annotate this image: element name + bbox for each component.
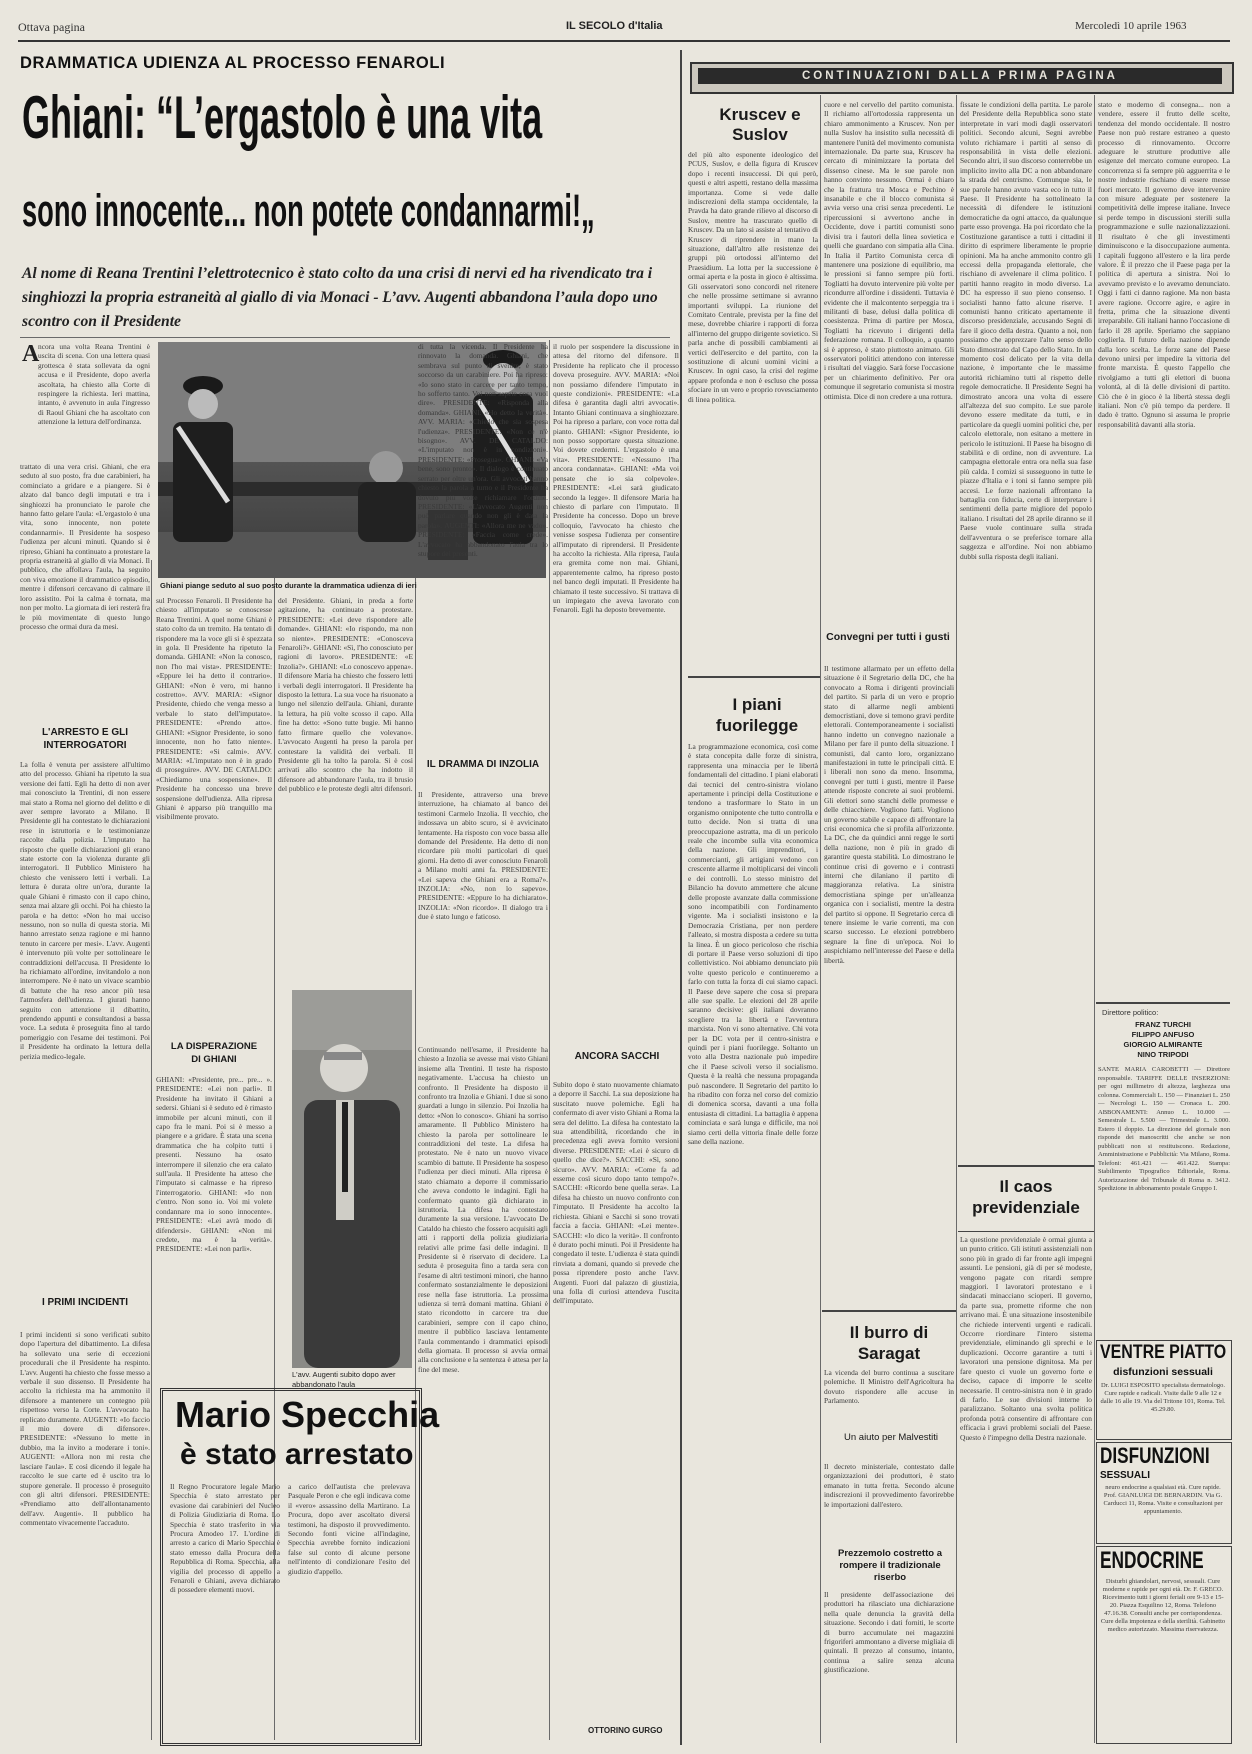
staff-label: Direttore politico:	[1102, 1008, 1159, 1017]
kruscev-title: Kruscev e Suslov	[719, 105, 801, 144]
photo-caption: Ghiani piange seduto al suo posto durante la drammatica udienza di ieri	[160, 581, 417, 590]
column-rule	[151, 560, 152, 1740]
ad3-body: Disturbi ghiandolari, nervosi, sessuali. Cure moderne e rapide per ogni età. Dr. F. GRECO. Ricevimento tutti i giorni feriali ore 9-13 e 15-20. Piazza Esquilino 12, Roma. Telefono 47.16.38. Consulti anche per corrispondenza. Cure della impotenza e della sterilità. Gabinetto medico autorizzato. Massima riservatezza.	[1100, 1578, 1226, 1633]
body-column: Subito dopo è stato nuovamente chiamato a deporre il Sacchi. La sua deposizione ha suscitato nuove polemiche. Egli ha confermato di aver visto Ghiani a Roma la sera del delitto. La difesa ha contestato la sua attendibilità, ricordando che in precedenza egli aveva fornito versioni diverse. PRESIDENTE: «Lei è sicuro di quello che dice?». SACCHI: «Sì, sono sicuro». AVV. MARIA: «Come fa ad esserne così sicuro dopo tanto tempo?». SACCHI: «Ricordo bene quella sera». La difesa ha chiesto un nuovo confronto con l'imputato. Il Presidente ha accolto la richiesta. Ghiani e Sacchi si sono trovati faccia a faccia. GHIANI: «Lei mente». SACCHI: «Io dico la verità». Il confronto è durato pochi minuti. Poi il Presidente ha congedato il teste. L'udienza è stata quindi rinviata a domani, quando si prevede che possa riprendere posto anche l'avv. Augenti. Fuori dal palazzo di giustizia, una folla di curiosi attendeva l'uscita dell'imputato.	[553, 1080, 679, 1306]
un-aiuto-title: Un aiuto per Malvestiti	[844, 1432, 938, 1443]
body-column: La questione previdenziale è ormai giunta a un punto critico. Gli istituti assistenziali non sono più in grado di far fronte agli impegni assunti. Le pensioni, già di per sé modeste, vengono pagate con ritardi sempre maggiori. I lavoratori protestano e i sindacati minacciano scioperi. Il governo, da parte sua, promette riforme che non arrivano mai. È una situazione insostenibile che richiede interventi urgenti e radicali. Occorre riordinare l'intero sistema previdenziale, eliminando gli sprechi e le duplicazioni. Occorre garantire a tutti i lavoratori una pensione dignitosa. Ma per fare questo ci vuole un governo forte e deciso, capace di imporre le scelte necessarie. Il centro-sinistra non è in grado di farlo. Le sue divisioni interne lo paralizzano. Soltanto una svolta politica profonda potrà consentire di affrontare con efficacia i gravi problemi sociali del Paese. Questo è l'impegno della Destra nazionale.	[960, 1235, 1092, 1442]
body-column: cuore e nel cervello del partito comunista. Il richiamo all'ortodossia rappresenta un chiaro ammonimento a Kruscev. Non per nulla Suslov ha insistito sulla necessità di mantenere l'unità del movimento comunista internazionale. Da parte sua, Kruscev ha cercato di minimizzare la portata del dissenso cinese. Ma le sue parole non hanno convinto nessuno. Ormai è chiaro che la frattura tra Mosca e Pechino è insanabile e che il blocco comunista si avvia verso una crisi senza precedenti. Le ripercussioni si avvertono anche in Occidente, dove i partiti comunisti sono divisi tra i fautori della linea sovietica e quelli che guardano con simpatia alla Cina. In Italia il Partito Comunista cerca di mantenere una posizione di equilibrio, ma le pressioni si fanno sempre più forti. Togliatti ha dovuto intervenire più volte per ricondurre all'ordine i dissidenti. Tuttavia è evidente che il malcontento serpeggia tra i militanti di base, delusi dalla politica di coesistenza. Prima di partire per Mosca, Togliatti ha ricevuto i dirigenti della federazione romana. Il colloquio, a quanto si è appreso, è stato piuttosto animato. Gli osservatori politici attendono con interesse i risultati del viaggio. Sarà forse l'occasione per un chiarimento definitivo. Per ora comunque il segretario comunista si mostra ottimista. Dice di non credere a una rottura.	[824, 100, 954, 401]
augenti-photo	[292, 990, 412, 1368]
specchia-headline-line1: Mario Specchia	[175, 1394, 440, 1435]
column-rule	[549, 340, 550, 1740]
ad1-body: Dr. LUIGI ESPOSITO specialista dermatologo. Cure rapide e radicali. Visite dalle 9 alle 12 e dalle 16 alle 19. Via del Tritone 101, Roma. Tel. 45.29.80.	[1100, 1382, 1226, 1413]
subhead-inzolia: IL DRAMMA DI INZOLIA	[426, 759, 540, 770]
body-column: di tutta la vicenda. Il Presidente ha rinnovato la domanda. Ghiani, che sembrava sul punto di svenire, è stato soccorso da un carabiniere. Poi ha ripreso: «Io sono stato in carcere per tanto tempo, ho sofferto tanto. Voi non sapete cosa vuol dire». PRESIDENTE: «Risponda alla domanda». GHIANI: «Ho detto la verità». AVV. MARIA: «Chiedo che sia sospesa l'udienza». PRESIDENTE: «Non ce n'è bisogno». AVV. DE CATALDO: «L'imputato non è in condizioni». PRESIDENTE: «Prosegua». GHIANI: «Va bene, sono pronto». Il dialogo è continuato serrato per oltre un'ora. Gli avvocati hanno chiesto la parola a turno e il Presidente ha dovuto più volte richiamare l'ordine. PRESIDENTE: «L'avvocato Augenti non può parlare quando non gli è data la parola». AUGENTI: «Allora me ne vado». PRESIDENTE: «Faccia come crede». L'avvocato ha abbandonato l'aula tra lo stupore dei presenti.	[418, 342, 548, 558]
burro-title: Il burro di Saragat	[849, 1323, 929, 1363]
body-column: Il testimone allarmato per un effetto della situazione è il Segretario della DC, che ha convocato a Roma i dirigenti provinciali del partito. Si parla di un vero e proprio stato di allarme negli ambienti democristiani, dove si temono gravi perdite elettorali. Contemporaneamente i socialisti hanno indetto un convegno nazionale a Milano per fare il punto della situazione. I comunisti, dal canto loro, organizzano manifestazioni in tutte le principali città. E i liberali non sono da meno. Insomma, convegni per tutti i gusti, mentre il Paese attende risposte concrete ai suoi problemi. Gli elettori sono stanchi delle promesse e delle chiacchiere. Vogliono fatti. Vogliono un governo stabile e capace di affrontare la crisi economica che si profila all'orizzonte. La DC, che da quindici anni regge le sorti della nazione, non è più in grado di garantire questa stabilità. Lo dimostrano le continue crisi di governo e i contrasti interni che dilaniano il partito di maggioranza relativa. La sinistra democristiana spinge per un'alleanza organica con i socialisti, mentre la destra del partito si oppone. Il Segretario cerca di tenere insieme le varie correnti, ma con scarso successo. Le elezioni potrebbero segnare la fine di un'epoca. Noi lo auspichiamo nell'interesse del Paese e della libertà.	[824, 664, 954, 965]
body-column: La vicenda del burro continua a suscitare polemiche. Il Ministro dell'Agricoltura ha dovuto rispondere alle accuse in Parlamento.	[824, 1368, 954, 1406]
ad2-sub: SESSUALI	[1100, 1470, 1151, 1481]
page-label: Ottava pagina	[18, 20, 85, 34]
body-column: del più alto esponente ideologico del PCUS, Suslov, e della figura di Kruscev dopo i recenti insuccessi. Di qui però, questi e altri aspetti, restano della massima importanza. Come si vede dalle indiscrezioni della stampa occidentale, la Pravda ha dato grande rilievo al discorso di Suslov, mentre ha trascurato quello di Kruscev. Da un lato si assiste al tentativo di Kruscev di riprendere in mano la situazione, dall'altro alle resistenze dei gruppi più ortodossi all'interno del Praesidium. La lotta per la successione è ormai aperta e la posta in gioco è altissima. Gli osservatori sono concordi nel ritenere che nelle prossime settimane si avranno importanti sviluppi. La riunione del Comitato Centrale, prevista per la fine del mese, dovrebbe chiarire i rapporti di forza all'interno del gruppo dirigente sovietico. Si parla anche di possibili cambiamenti ai vertici dell'esercito e del partito, con la sostituzione di alcuni uomini vicini a Kruscev. In ogni caso, la crisi del regime appare profonda e non è escluso che possa sfociare in un vero e proprio rovesciamento di linea politica.	[688, 150, 818, 404]
section-rule	[822, 1310, 956, 1312]
body-column: sul Processo Fenaroli. Il Presidente ha chiesto all'imputato se conoscesse Reana Trentini. A quel nome Ghiani è stato colto da un tremito. Ha tentato di rispondere ma la voce gli si è spezzata in gola. Il Presidente ha ripetuto la domanda. GHIANI: «Non la conosco, non l'ho mai vista». PRESIDENTE: «Eppure lei ha detto il contrario». GHIANI: «Non è vero, mi hanno costretto». AVV. MARIA: «Signor Presidente, chiedo che venga messo a verbale lo stato dell'imputato». PRESIDENTE: «Prendo atto». GHIANI: «Signor Presidente, io sono innocente, non ho fatto niente». PRESIDENTE: «Si calmi». AVV. MARIA: «L'imputato non è in grado di proseguire». AVV. DE CATALDO: «Chiediamo una sospensione». Il Presidente ha concesso una breve sospensione dell'udienza. Alla ripresa Ghiani è apparso più tranquillo ma visibilmente provato.	[156, 596, 272, 822]
body-column: La folla è venuta per assistere all'ultimo atto del processo. Ghiani ha ripetuto la sua versione dei fatti. Egli ha detto di non aver mai conosciuto la Trentini, di non essere mai stato a Roma nel giorno del delitto e di aver sempre lavorato a Milano. Il Presidente gli ha contestato le dichiarazioni rese in istruttoria e le testimonianze raccolte dalla polizia. L'imputato ha risposto che quelle dichiarazioni gli erano state estorte con la violenza durante gli interrogatori. Il Pubblico Ministero ha chiesto che venissero letti i verbali. La lettura è durata oltre un'ora, durante la quale Ghiani è rimasto con il capo chino, senza mai alzare gli occhi. Poi ha chiesto la parola e ha detto: «Non ho mai ucciso nessuno, non so nulla di questa storia. Mi hanno arrestato senza ragione e mi hanno tenuto in carcere per mesi». L'avv. Augenti è intervenuto più volte per sottolineare le contraddizioni dell'accusa. Il Presidente lo ha richiamato all'ordine, invitandolo a non interrompere. Ne è nato un vivace scambio di battute che ha reso ancor più tesa l'atmosfera dell'udienza. I giurati hanno seguito con attenzione il dibattito, prendendo appunti e consultandosi a bassa voce. La seduta è proseguita fino al tardo pomeriggio con l'esame dei testimoni. Poi il Presidente ha ordinato la lettura della perizia medico-legale.	[20, 760, 150, 1061]
prezzo-title: Prezzemolo costretto a rompere il tradizionale riserbo	[838, 1548, 942, 1583]
ad2-title: DISFUNZIONI	[1100, 1443, 1210, 1468]
body-column: Continuando nell'esame, il Presidente ha chiesto a Inzolia se avesse mai visto Ghiani insieme alla Trentini. Il teste ha risposto negativamente. L'accusa ha chiesto un confronto. Il Presidente ha disposto il confronto tra Inzolia e Ghiani. I due si sono guardati a lungo in silenzio. Poi Inzolia ha detto: «Non lo conosco». Ghiani ha sorriso amaramente. Il Pubblico Ministero ha chiesto la parola per sottolineare le contraddizioni del teste. La difesa ha protestato. Ne è nato un nuovo vivace scambio di battute. Il Presidente ha sospeso l'udienza per dieci minuti. Alla ripresa è stato chiamato a deporre il commissario che aveva condotto le indagini. Egli ha confermato quanto già dichiarato in istruttoria. La difesa ha contestato duramente la sua versione. L'avvocato De Cataldo ha chiesto che fossero acquisiti agli atti i rapporti della polizia giudiziaria relativi alle prime fasi delle indagini. Il Presidente si è riservato di decidere. La seduta è proseguita fino a tarda sera con l'esame di altri testimoni minori, che hanno confermato sostanzialmente le deposizioni rese nella fase istruttoria. La prossima udienza si terrà domani mattina. Ghiani è stato ricondotto in carcere tra due carabinieri, sempre con il capo chino, mentre il pubblico lasciava lentamente l'aula commentando i drammatici episodi della giornata. Il processo si avvia ormai alla conclusione e la sentenza è attesa per la fine del mese.	[418, 1045, 548, 1374]
ad3-title: ENDOCRINE	[1100, 1547, 1204, 1574]
body-column: il ruolo per sospendere la discussione in attesa del ritorno del difensore. Il Presidente ha replicato che il processo doveva proseguire. AVV. MARIA: «Noi non possiamo difendere l'imputato in queste condizioni». PRESIDENTE: «La difesa è garantita dagli altri avvocati». Intanto Ghiani continuava a singhiozzare. Poi ha ripreso a parlare, con voce rotta dal pianto. GHIANI: «Signor Presidente, io non posso sopportare questa situazione. Voi dovete credermi. L'ergastolo è una vita». PRESIDENTE: «Nessuno l'ha ancora condannata». GHIANI: «Ma voi pensate che io sia colpevole». PRESIDENTE: «Lei sarà giudicato secondo la legge». Il difensore Maria ha chiesto di parlare con l'imputato. Il Presidente ha concesso. Dopo un breve colloquio, l'avvocato ha chiesto che venisse sospesa l'udienza per consentire all'imputato di riprendersi. Il Presidente ha accolto la richiesta. Alla ripresa, l'aula era gremita come non mai. Ghiani, apparentemente calmo, ha ripreso posto nel banco degli imputati. Il Presidente ha chiamato il teste successivo. Si trattava di un impiegato che aveva lavorato con Fenaroli. Egli ha deposto brevemente.	[553, 342, 679, 615]
body-column: I primi incidenti si sono verificati subito dopo l'apertura del dibattimento. La difesa ha sollevato una serie di eccezioni procedurali che il Presidente ha respinto. L'avv. Augenti ha chiesto che fosse messo a verbale il suo dissenso. Il Presidente ha accolto la richiesta ma ha ammonito il difensore a mantenere un contegno più rispettoso verso la Corte. L'avvocato ha replicato duramente. AUGENTI: «Io faccio il mio dovere di difensore». PRESIDENTE: «Nessuno lo mette in dubbio, ma la invito a moderare i toni». AUGENTI: «Allora non mi resta che lasciare l'aula». E così dicendo il legale ha raccolto le sue carte ed è uscito tra lo stupore generale. Il processo è proseguito con gli altri difensori. PRESIDENTE: «Prendiamo atto dell'allontanamento dell'avv. Augenti». Il pubblico ha commentato vivacemente l'accaduto.	[20, 1330, 150, 1528]
caos-title: Il caos previdenziale	[972, 1177, 1080, 1217]
body-column: GHIANI: «Presidente, pre... pre... ». PRESIDENTE: «Lei non parli». Il Presidente ha invitato il Ghiani a sedersi. Ghiani si è seduto ed è rimasto immobile per alcuni minuti, con il capo fra le mani. Poi si è messo a piangere e a gridare. È stata una scena drammatica che ha colpito tutti i presenti. Nessuno ha osato interrompere il silenzio che era calato sull'aula. Il Presidente ha atteso che l'imputato si calmasse e ha ripreso l'interrogatorio. GHIANI: «Io non c'entro. Non sono io. Voi mi volete condannare ma io sono innocente». PRESIDENTE: «Lei avrà modo di difendersi». GHIANI: «Non mi credete, ma è la verità». PRESIDENTE: «Lei non parli».	[156, 1075, 272, 1254]
specchia-body: a carico dell'autista che prelevava Pasquale Peron e che egli indicava come il «vero» assassino della Martirano. La Procura, dopo aver ascoltato diversi testimoni, ha disposto il provvedimento. Secondo fonti vicine all'indagine, Specchia avrebbe fornito indicazioni false sul conto di alcune persone nell'intento di condizionare l'esito del giudizio d'appello.	[288, 1482, 410, 1576]
body-column: La programmazione economica, così come è stata concepita dalle forze di sinistra, rappresenta una minaccia per le libertà fondamentali del cittadino. I piani elaborati dai tecnici del centro-sinistra violano apertamente i principi della Costituzione e tendono a trasformare lo Stato in un organismo onnipotente che tutto controlla e tutto decide. Non si tratta di una preoccupazione astratta, ma di un pericolo reale che incombe sulla vita economica della nazione. Gli imprenditori, i commercianti, gli artigiani vedono con crescente allarme il moltiplicarsi dei vincoli e dei controlli. Lo stesso ministro del Bilancio ha dovuto ammettere che alcune delle proposte avanzate dalla commissione sono incompatibili con l'ordinamento vigente. Ma i socialisti insistono e la Democrazia Cristiana, per non perdere l'alleato, si mostra disposta a cedere su tutta la linea. È un gioco pericoloso che rischia di portare il Paese verso soluzioni di tipo collettivistico. Noi abbiamo denunciato più volte questo pericolo e continueremo a farlo con tutta la forza di cui siamo capaci. Il Paese deve sapere che cosa si prepara alle sue spalle. Le elezioni del 28 aprile saranno decisive: gli italiani dovranno scegliere tra la libertà e l'avventura marxista. Non vi sono alternative. Chi vota per la DC vota per il centro-sinistra e quindi per i piani fuorilegge. Soltanto un voto alla Destra nazionale può impedire che il Paese scivoli verso il socialismo. Questa è la realtà che nessuna propaganda può nascondere. Il Segretario del partito lo ha ribadito con forza nel corso del comizio di domenica scorsa, davanti a una folla entusiasta di cittadini. La battaglia è appena cominciata e sarà lunga e difficile, ma noi siamo certi della vittoria finale delle forze sane della nazione.	[688, 742, 818, 1147]
photo-caption: L'avv. Augenti subito dopo aver abbandonato l'aula	[292, 1370, 396, 1389]
main-headline-line2: sono innocente... non potete condannarmi!„	[22, 185, 595, 236]
subhead-primi-incidenti: I PRIMI INCIDENTI	[41, 1297, 129, 1308]
story-deck: Al nome di Reana Trentini l’elettrotecnico è stato colto da una crisi di nervi ed ha rivendicato tra i singhiozzi la propria estraneità al giallo di via Monaci - L’avv. Augenti abbandona l’aula dopo uno scontro con il Presidente	[22, 265, 658, 330]
staff-name: GIORGIO ALMIRANTE	[1123, 1040, 1203, 1049]
subhead-ancora-sacchi: ANCORA SACCHI	[574, 1051, 660, 1062]
body-column: del Presidente. Ghiani, in preda a forte agitazione, ha continuato a protestare. PRESIDENTE: «Lei deve rispondere alle domande». GHIANI: «Io rispondo, ma non so niente». PRESIDENTE: «Conosceva Fenaroli?». GHIANI: «Sì, l'ho conosciuto per ragioni di lavoro». PRESIDENTE: «E Inzolia?». GHIANI: «Lo conoscevo appena». Il difensore Maria ha chiesto che fossero letti i verbali degli interrogatori. Il Presidente ha disposto la lettura. La sua voce ha risuonato a lungo nel silenzio dell'aula. Ghiani, durante la lettura, ha più volte scosso il capo. Alla fine ha detto: «Sono tutte bugie. Mi hanno fatto firmare quello che volevano». L'avvocato Augenti ha preso la parola per contestare la validità dei verbali. Il Presidente gli ha tolto la parola. Si è così arrivati allo scontro che ha indotto il difensore ad abbandonare l'aula, tra il brusio del pubblico e le proteste degli altri difensori.	[278, 596, 413, 794]
staff-name: FRANZ TURCHI	[1135, 1020, 1191, 1029]
subhead-disperazione: LA DISPERAZIONE DI GHIANI	[170, 1041, 258, 1065]
ad2-body: neuro endocrine a qualsiasi età. Cure rapide. Prof. GIANLUIGI DE BERNARDIN. Via G. Carducci 11, Roma. Visite e consultazioni per appuntamento.	[1103, 1484, 1223, 1515]
column-rule	[820, 95, 821, 1743]
drop-cap: A	[22, 341, 40, 367]
column-rule	[1094, 95, 1095, 1743]
body-column: ncora una volta Reana Trentini è uscita di scena. Con una lettera quasi grottesca è stata sollevata da ogni accusa e il Presidente, dopo averla ascoltata, ha chiesto alla Corte di respingere la richiesta. Ieri mattina, intanto, è avvenuto in aula l'ingresso di Raoul Ghiani che ha ascoltato con attenzione la lettura dell'ordinanza.	[38, 342, 150, 427]
augenti-photo-image	[292, 990, 412, 1368]
convegni-title: Convegni per tutti i gusti	[826, 631, 950, 643]
staff-rule	[1096, 1002, 1230, 1004]
paper-name: IL SECOLO d'Italia	[566, 20, 663, 32]
byline: OTTORINO GURGO	[588, 1726, 663, 1735]
staff-name: FILIPPO ANFUSO	[1131, 1030, 1195, 1039]
subhead-arresto: L'ARRESTO E GLI INTERROGATORI	[41, 727, 129, 751]
section-rule	[688, 676, 820, 678]
piani-title: I piani fuorilegge	[715, 695, 799, 735]
section-rule	[680, 50, 682, 1745]
body-column: Il decreto ministeriale, contestato dalle organizzazioni dei produttori, è stato emanato in tutta fretta. Secondo alcune indiscrezioni il provvedimento favorirebbe le importazioni dall'estero.	[824, 1462, 954, 1509]
deck-rule	[20, 337, 670, 338]
staff-name: NINO TRIPODI	[1137, 1050, 1189, 1059]
column-rule	[956, 95, 957, 1743]
specchia-body: Il Regno Procuratore legale Mario Specchia è stato arrestato per evasione dai carabinieri del Nucleo di Polizia Giudiziaria di Roma. Lo Specchia è stato trasferito in via Procura Amodeo 17. L'ordine di arresto a carico di Mario Specchia è stato emesso dalla Procura della Repubblica di Roma. Specchia, alla vigilia del processo di appello a Fenaroli e Ghiani, aveva dichiarato di possedere elementi nuovi.	[170, 1482, 280, 1595]
continuazioni-banner: CONTINUAZIONI DALLA PRIMA PAGINA	[802, 70, 1118, 82]
story-kicker: DRAMMATICA UDIENZA AL PROCESSO FENAROLI	[20, 54, 446, 72]
imprint-block: SANTE MARIA CAROBETTI — Direttore responsabile. TARIFFE DELLE INSERZIONI: per ogni millimetro di altezza, larghezza una colonna. Commerciali L. 150 — Finanziari L. 250 — Necrologi L. 150 — Cronaca L. 200. ABBONAMENTI: Annuo L. 10.000 — Semestrale L. 5.500 — Trimestrale L. 3.000. Estero il doppio. La direzione del giornale non risponde dei manoscritti che anche se non pubblicati non si restituiscono. Redazione, Amministrazione e Pubblicità: Via Milano, Roma. Telefoni: 461.421 — 461.422. Stampa: Stabilimento Tipografico Editoriale, Roma. Autorizzazione del Tribunale di Roma n. 3412. Spedizione in abbonamento postale Gruppo I.	[1098, 1066, 1230, 1192]
ad1-sub: disfunzioni sessuali	[1113, 1366, 1213, 1378]
masthead-rule	[18, 40, 1230, 42]
body-column: Il presidente dell'associazione dei produttori ha rilasciato una dichiarazione nella quale denuncia la gravità della situazione. Secondo i dati forniti, le scorte di burro accumulate nei magazzini frigoriferi ammontano a diverse migliaia di quintali. Il prezzo al consumo, intanto, continua a salire senza alcuna giustificazione.	[824, 1590, 954, 1675]
issue-date: Mercoledì 10 aprile 1963	[1075, 20, 1187, 32]
body-column: Il Presidente, attraverso una breve interruzione, ha chiamato al banco dei testimoni Carmelo Inzolia. Il vecchio, che indossava un abito scuro, si è avvicinato lentamente. Ha risposto con voce bassa alle domande del Presidente. Ha detto di non ricordare più molti particolari di quei giorni. Ha detto di aver conosciuto Fenaroli a Milano molti anni fa. PRESIDENTE: «Lei sapeva che Ghiani era a Roma?». INZOLIA: «No, non lo sapevo». PRESIDENTE: «Eppure lo ha dichiarato». INZOLIA: «Non ricordo». Il dialogo tra i due è stato lungo e faticoso.	[418, 790, 548, 922]
specchia-headline-line2: è stato arrestato	[180, 1438, 414, 1471]
body-column: fissate le condizioni della partita. Le parole del Presidente della Repubblica sono state interpretate in vari modi dagli osservatori politici. Secondo alcuni, Segni avrebbe voluto richiamare i partiti al senso di responsabilità in vista delle elezioni. Secondo altri, il suo discorso conterrebbe un implicito invito alla DC a non abbandonare la strada del centrismo. Comunque sia, le sue parole hanno avuto vasta eco in tutto il Paese. Il Presidente ha sottolineato la necessità di difendere le istituzioni democratiche da ogni attacco, da qualunque parte esso provenga. Ha poi ricordato che la Costituzione garantisce a tutti i cittadini il diritto di esprimere liberamente le proprie opinioni. Ma ha anche ammonito contro gli eccessi della propaganda elettorale, che rischiano di avvelenare il clima politico. I partiti hanno reagito in modo diverso. La DC ha espresso il suo pieno consenso. I socialisti hanno fatto alcune riserve. I comunisti hanno criticato apertamente il discorso presidenziale, accusando Segni di fare il gioco della destra. Quanto a noi, non possiamo che apprezzare l'alto senso dello Stato dimostrato dal Capo dello Stato. In un momento così delicato per la vita della nazione, è importante che le massime autorità richiamino tutti al rispetto delle regole democratiche. Il Presidente Segni ha dimostrato ancora una volta di essere all'altezza del suo compito. Le sue parole devono essere meditate da tutti, e in particolare da quegli uomini politici che, per calcolo elettorale, non esitano a mettere in pericolo le istituzioni. Il Paese ha bisogno di stabilità e di ordine, non di avventure. La campagna elettorale entra ora nella sua fase più calda. I comizi si susseguono in tutte le piazze d'Italia e i toni si fanno sempre più accesi. Le forze nazionali affrontano la battaglia con fiducia, certe di interpretare i sentimenti della parte migliore del popolo italiano. I risultati del 28 aprile diranno se il Paese vuole continuare sulla strada dell'avventura o se preferisce tornare alla saggezza e all'ordine. Noi non abbiamo dubbi sulla risposta degli italiani.	[960, 100, 1092, 561]
ad1-title: VENTRE PIATTO	[1100, 1342, 1227, 1363]
main-headline-line1: Ghiani: “L’ergastolo è una vita	[22, 84, 543, 151]
body-column: trattato di una vera crisi. Ghiani, che era seduto al suo posto, fra due carabinieri, ha cominciato a gridare e a piangere. Si è alzato dal banco degli imputati e tra i singhiozzi ha pronunciato le parole che hanno fatto gelare l'aula: «L'ergastolo è una vita, sono innocente, non potete condannarmi». Il Presidente ha sospeso l'udienza per alcuni minuti. Quando si è ripreso, Ghiani ha continuato a protestare la propria estraneità al giallo di via Monaci. Il pubblico, che affollava l'aula, ha seguito con viva emozione il drammatico episodio, mentre i difensori cercavano di calmare il loro assistito. Poi la calma è tornata, ma non per molto. La giornata di ieri resterà fra le più movimentate di questo lungo processo che ormai dura da mesi.	[20, 462, 150, 631]
body-column: stato e moderno di consegna... non a vendere, essere il frutto delle scelte, tendenza del mondo occidentale. Il nostro Paese non può restare estraneo a questo processo di rinnovamento. Occorre adeguare le strutture produttive alle esigenze del mercato comune europeo. La concorrenza si fa sempre più agguerrita e le nostre industrie rischiano di essere messe fuori mercato. Il governo deve intervenire con misure adeguate per sostenere la competitività delle imprese italiane. Invece si perde tempo in discussioni sterili sulla programmazione e sulle nazionalizzazioni. Il risultato è che gli investimenti diminuiscono e la disoccupazione aumenta. I capitali fuggono all'estero e la lira perde valore. È il prezzo che il Paese paga per la politica di apertura a sinistra. Noi lo avevamo previsto e lo avevamo denunciato. Oggi i fatti ci danno ragione. Ma non basta avere ragione. Occorre agire, e agire in fretta, prima che la situazione diventi irreparabile. Gli italiani hanno l'occasione di farlo il 28 aprile. Speriamo che sappiano coglierla. Il futuro della nazione dipende dalla loro scelta. Le forze sane del Paese devono unirsi per impedire la vittoria del fronte marxista. È questo l'appello che rivolgiamo a tutti gli elettori di buona volontà, al di là delle divisioni di partito. Ciò che è in gioco è la libertà stessa degli italiani. Non c'è più tempo da perdere. Il dado è tratto. Ognuno si assuma le proprie responsabilità davanti alla storia.	[1098, 100, 1230, 429]
